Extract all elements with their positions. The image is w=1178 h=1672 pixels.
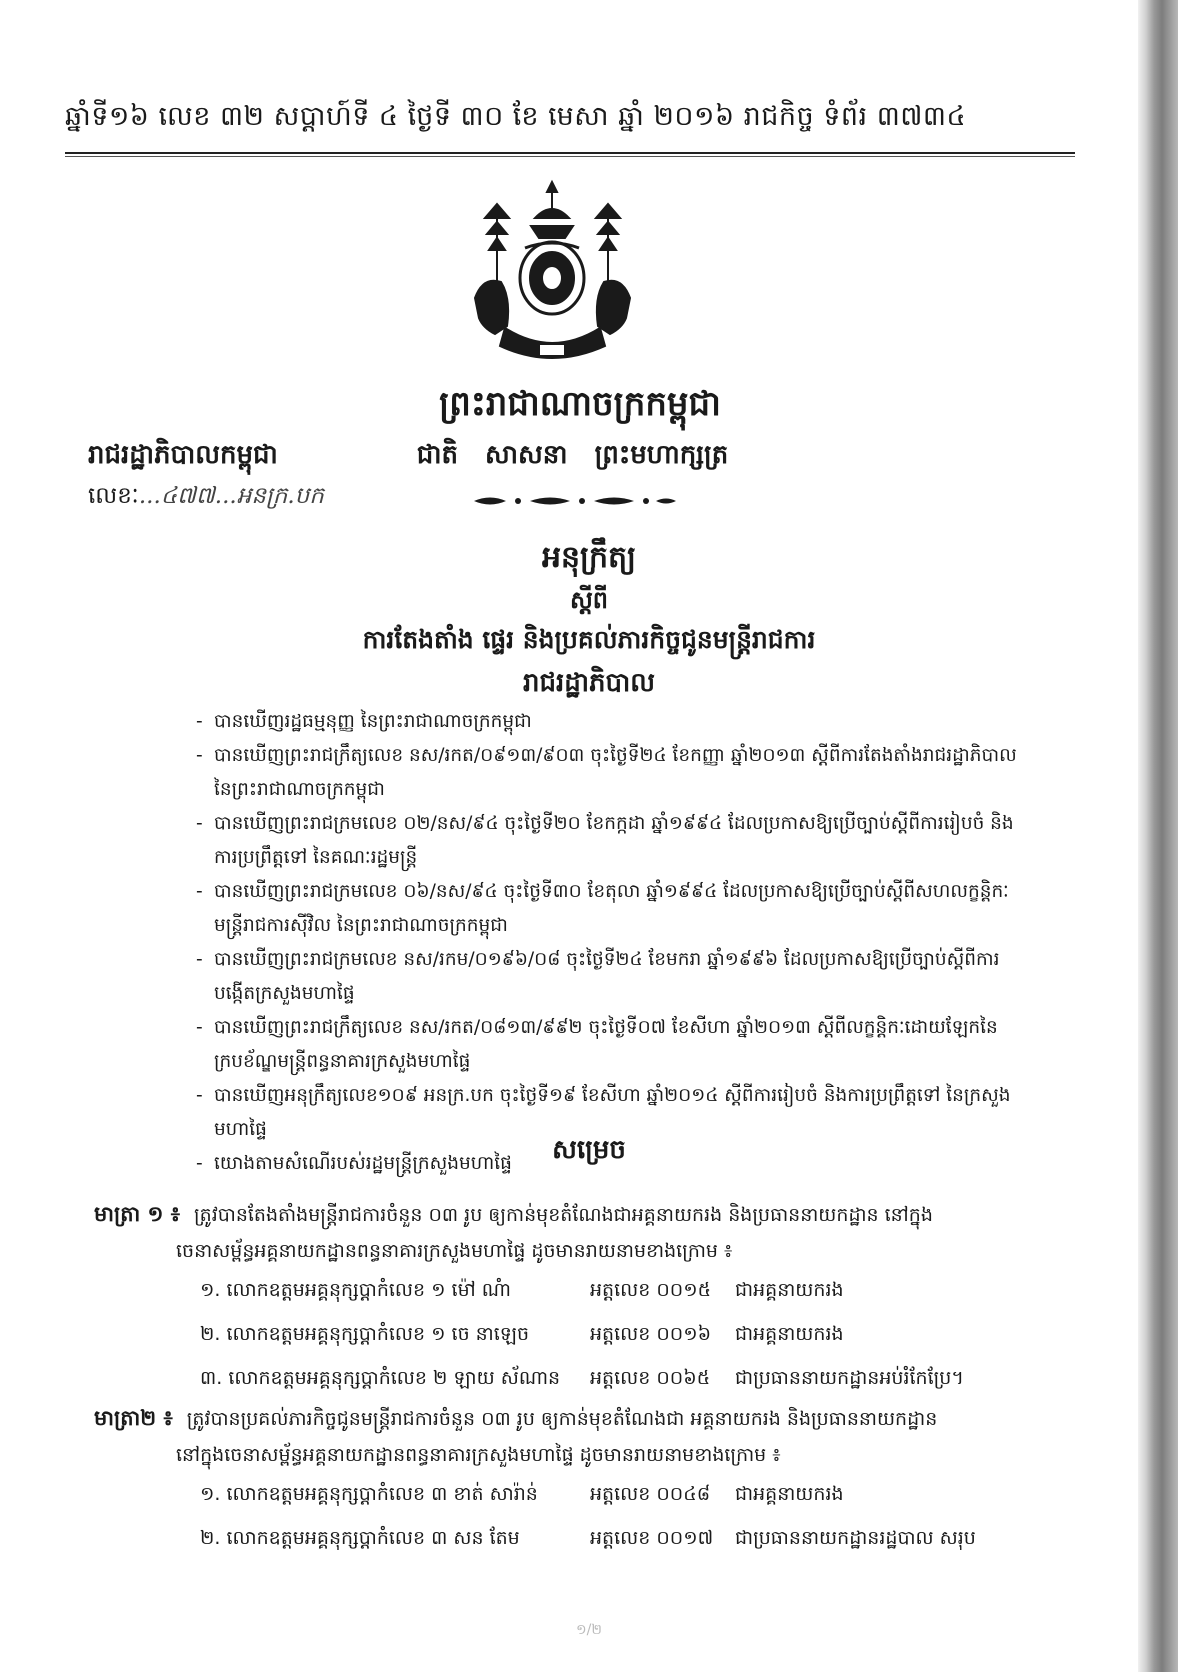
article-1 (94, 1196, 1014, 1269)
gazette-header: ឆ្នាំទី១៦ លេខ ៣២ សប្ដាហ៍ទី ៤ ថ្ងៃទី ៣០ ខែ មេសា ឆ្នាំ ២០១៦ រាជកិច្ច ទំព័រ ៣៧៣៤ (65, 101, 967, 132)
article-text: ត្រូវបានតែងតាំងមន្ត្រីរាជការចំនួន ០៣ រូប ឲ្យកាន់មុខតំណែងជាអគ្គនាយករង និងប្រធាននាយកដ្ឋាន នៅក្នុង (194, 1204, 933, 1226)
article-text-continued: នៅក្នុងចេនាសម្ព័ន្ធអគ្គនាយកដ្ឋានពន្ធនាគារក្រសួងមហាផ្ទៃ ដូចមានរាយនាមខាងក្រោម ៖ (176, 1444, 781, 1466)
visa-item: - បានឃើញព្រះរាជក្រឹត្យលេខ នស/រកត/០៨១៣/៩៩២ ចុះថ្ងៃទី០៧ ខែសីហា ឆ្នាំ២០១៣ ស្ដីពីលក្ខន្តិកៈដោយឡែកនៃ ក្របខ័ណ្ឌមន្ត្រីពន្ធនាគារក្រសួងមហាផ្ទៃ (196, 1017, 998, 1072)
decree-subject: ការតែងតាំង ផ្ទេរ និងប្រគល់ភារកិច្ចជូនមន្ត្រីរាជការ (362, 625, 816, 654)
royal-arms-icon (465, 178, 640, 373)
page-number: ១/២ (576, 1622, 602, 1638)
appointee-id: អត្តលេខ ០០១៥ (590, 1279, 712, 1301)
document-number-label: លេខៈ (88, 483, 139, 509)
appointee-role: ជាប្រធាននាយកដ្ឋានអប់រំកែប្រែ។ (735, 1367, 964, 1389)
appointee-name: ៣. លោកឧត្ដមអគ្គនុក្សប្ដាកំលេខ ២ ឡាយ ស័ណាន (200, 1367, 561, 1389)
appointee-name: ២. លោកឧត្ដមអគ្គនុក្សប្ដាកំលេខ ១ ចេ នាឡេច (200, 1323, 530, 1345)
article-label: មាត្រា២ ៖ (94, 1406, 173, 1430)
decree-type: អនុក្រឹត្យ (541, 540, 637, 575)
appointee-id: អត្តលេខ ០០៤៨ (590, 1483, 711, 1505)
visa-item: - បានឃើញព្រះរាជក្រមលេខ ០២/នស/៩៤ ចុះថ្ងៃទី២០ ខែកក្កដា ឆ្នាំ១៩៩៤ ដែលប្រកាសឱ្យប្រើច្បាប់ស្ដីពីការរៀបចំ និងការប្រព្រឹត្តទៅ នៃគណៈរដ្ឋមន្ត្រី (196, 813, 1014, 868)
visa-item: - បានឃើញអនុក្រឹត្យលេខ១០៩ អនក្រ.បក ចុះថ្ងៃទី១៩ ខែសីហា ឆ្នាំ២០១៤ ស្ដីពីការរៀបចំ និងការប្រព្រឹត្តទៅ នៃក្រសួងមហាផ្ទៃ (196, 1085, 1011, 1140)
government-name: រាជរដ្ឋាភិបាលកម្ពុជា (88, 440, 278, 470)
scan-binding-edge (1138, 0, 1178, 1672)
appointee-id: អត្តលេខ ០០១៦ (590, 1323, 712, 1345)
appointee-role: ជាអគ្គនាយករង (735, 1323, 844, 1345)
article-label: មាត្រា ១ ៖ (94, 1202, 180, 1226)
appointee-row (200, 1482, 844, 1510)
visa-item: - យោងតាមសំណើរបស់រដ្ឋមន្ត្រីក្រសួងមហាផ្ទៃ (196, 1153, 512, 1174)
document-number-value: ...៤៧៧...អនក្រ.បក (138, 483, 324, 509)
appointee-row (200, 1278, 844, 1306)
article-text: ត្រូវបានប្រគល់ភារកិច្ចជូនមន្ត្រីរាជការចំនួន ០៣ រូប ឲ្យកាន់មុខតំណែងជា អគ្គនាយករង និងប្រធាននាយកដ្ឋាន (186, 1408, 938, 1430)
decree-issuer: រាជរដ្ឋាភិបាល (522, 668, 656, 698)
national-motto: ជាតិ សាសនា ព្រះមហាក្សត្រ (416, 440, 729, 470)
document-number (88, 482, 324, 515)
visa-list (196, 705, 1026, 1181)
visa-item: - បានឃើញព្រះរាជក្រឹត្យលេខ នស/រកត/០៩១៣/៩០៣ ចុះថ្ងៃទី២៤ ខែកញ្ញា ឆ្នាំ២០១៣ ស្ដីពីការតែងតាំងរាជរដ្ឋាភិបាល នៃព្រះរាជាណាចក្រកម្ពុជា (196, 745, 1017, 800)
visa-item: - បានឃើញព្រះរាជក្រមលេខ ០៦/នស/៩៤ ចុះថ្ងៃទី៣០ ខែតុលា ឆ្នាំ១៩៩៤ ដែលប្រកាសឱ្យប្រើច្បាប់ស្ដីពីសហលក្ខន្តិកៈ មន្ត្រីរាជការស៊ីវិល នៃព្រះរាជាណាចក្រកម្ពុជា (196, 881, 1009, 936)
article-2 (94, 1400, 1014, 1473)
appointee-row (200, 1322, 844, 1350)
appointee-role: ជាប្រធាននាយកដ្ឋានរដ្ឋបាល សរុប (735, 1527, 976, 1549)
kingdom-title: ព្រះរាជាណាចក្រកម្ពុជា (439, 384, 721, 424)
visa-item: - បានឃើញព្រះរាជក្រមលេខ នស/រកម/០១៩៦/០៨ ចុះថ្ងៃទី២៤ ខែមករា ឆ្នាំ១៩៩៦ ដែលប្រកាសឱ្យប្រើច្បាប់ស្ដីពីការ បង្កើតក្រសួងមហាផ្ទៃ (196, 949, 1000, 1004)
appointee-row (200, 1526, 976, 1554)
appointee-role: ជាអគ្គនាយករង (735, 1279, 844, 1301)
appointee-id: អត្តលេខ ០០៦៥ (590, 1367, 711, 1389)
appointee-name: ២. លោកឧត្ដមអគ្គនុក្សប្ដាកំលេខ ៣ សន តែម (200, 1527, 520, 1549)
appointee-name: ១. លោកឧត្ដមអគ្គនុក្សប្ដាកំលេខ ១ ម៉ៅ ណំា (200, 1279, 511, 1301)
appointee-role: ជាអគ្គនាយករង (735, 1483, 844, 1505)
decree-about: ស្ដីពី (569, 586, 609, 614)
article-text-continued: ចេនាសម្ព័ន្ធអគ្គនាយកដ្ឋានពន្ធនាគារក្រសួងមហាផ្ទៃ ដូចមានរាយនាមខាងក្រោម ៖ (176, 1240, 733, 1262)
motto-ornament-icon (470, 494, 680, 508)
appointee-id: អត្តលេខ ០០១៧ (590, 1527, 714, 1549)
appointee-name: ១. លោកឧត្ដមអគ្គនុក្សប្ដាកំលេខ ៣ ខាត់ សារ៉ាន់ (200, 1483, 538, 1505)
decision-heading: សម្រេច (552, 1135, 626, 1165)
visa-item: - បានឃើញរដ្ឋធម្មនុញ្ញ នៃព្រះរាជាណាចក្រកម្ពុជា (196, 711, 532, 732)
header-rule (65, 152, 1075, 157)
appointee-row (200, 1366, 964, 1394)
